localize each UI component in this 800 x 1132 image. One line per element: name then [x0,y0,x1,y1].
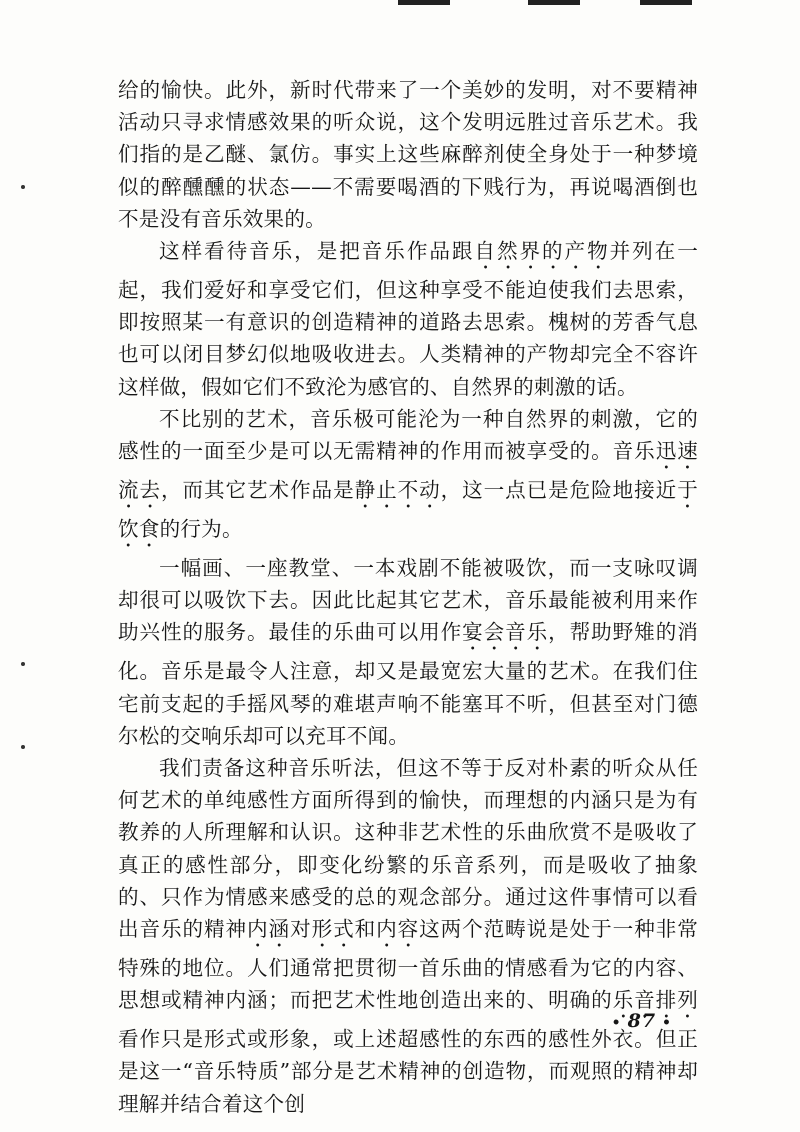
margin-speck [21,662,25,666]
text-run: 不比别的艺术，音乐极可能沦为一种自然界的刺激，它的感性的一面至少是可以无需精神的作用而被享受的。音乐 [118,406,698,464]
top-scan-mark [398,0,450,5]
top-scan-mark [640,0,692,5]
emphasized-text: 静止不动 [354,478,441,503]
text-run: 这两个范畴说是处于一种非常特殊的地位。人们通常把贯彻一首乐曲的情感看为它的内容、思想或精神内涵；而把艺术性地创造出来的、明确的 [118,917,698,1013]
emphasized-text: 迅速流去 [118,439,699,503]
text-run: 给的愉快。此外，新时代带来了一个美妙的发明，对不要精神活动只寻求情感效果的听众说，这个发明远胜过音乐艺术。我们指的是乙醚、氯仿。事实上这些麻醉剂使全身处于一种梦境似的醉醺醺的状态——不需要喝酒的下贱行为，再说喝酒倒也不是没有音乐效果的。 [118,78,698,231]
page-number [606,1010,678,1032]
emphasized-text: 乐音排列 [612,988,698,1013]
page-number-value: 87 [627,1010,657,1032]
emphasized-text: 于饮食 [118,478,698,542]
text-run: 这样看待音乐，是把音乐作品跟 [159,239,475,264]
text-run: 的行为。 [159,517,243,542]
emphasized-text: 内容 [376,917,420,942]
text-run: 看作只是形式或形象，或上述超感性的东西的感性外衣。但正是这一“音乐特质”部分是艺术精神的创造物，而观照的精神却理解并结合着这个创 [118,1027,698,1116]
body-text [118,74,698,1120]
text-run: 对 [290,917,312,942]
paragraph [118,752,698,1120]
page-number-bullet-left: • [611,1015,622,1031]
emphasized-text: 自然界的产物 [474,239,610,264]
emphasized-text: 形式 [311,917,355,942]
paragraph [118,74,698,235]
text-run: ，这一点已是危险地接近 [440,478,678,503]
paragraph [118,552,698,752]
paragraph [118,403,698,552]
emphasized-text: 宴会音乐 [462,620,549,645]
text-run: 并列在一起，我们爱好和享受它们，但这种享受不能迫使我们去思索，即按照某一有意识的创造精神的道路去思索。槐树的芳香气息也可以闭目梦幻似地吸收进去。人类精神的产物却完全不容许这样做，假如它们不致沦为感官的、自然界的刺激的话。 [118,239,698,399]
text-run: 我们责备这种音乐听法，但这不等于反对朴素的听众从任何艺术的单纯感性方面所得到的愉快，而理想的内涵只是为有教养的人所理解和认识。这种非艺术性的乐曲欣赏不是吸收了真正的感性部分，即变化纷繁的乐音系列，而是吸收了抽象的、只作为情感来感受的总的观念部分。通过这件事情可以看出音乐的精神 [118,756,698,942]
emphasized-text: 内涵 [247,917,291,942]
text-run: 和 [354,917,377,942]
margin-speck [21,745,25,749]
text-run: ，而其它艺术作品是 [161,478,355,503]
text-run: 一幅画、一座教堂、一本戏剧不能被吸饮，而一支咏叹调却很可以吸饮下去。因此比起其它艺术，音乐最能被利用来作助兴性的服务。最佳的乐曲可以用作 [118,556,698,645]
top-scan-mark [528,0,580,5]
text-run: ，帮助野雉的消化。音乐是最令人注意，却又是最宽宏大量的艺术。在我们住宅前支起的手摇风琴的难堪声响不能塞耳不听，但甚至对门德尔松的交响乐却可以充耳不闻。 [118,620,698,748]
margin-speck [21,185,25,189]
page-number-bullet-right: • [662,1015,672,1031]
paragraph [118,235,698,403]
